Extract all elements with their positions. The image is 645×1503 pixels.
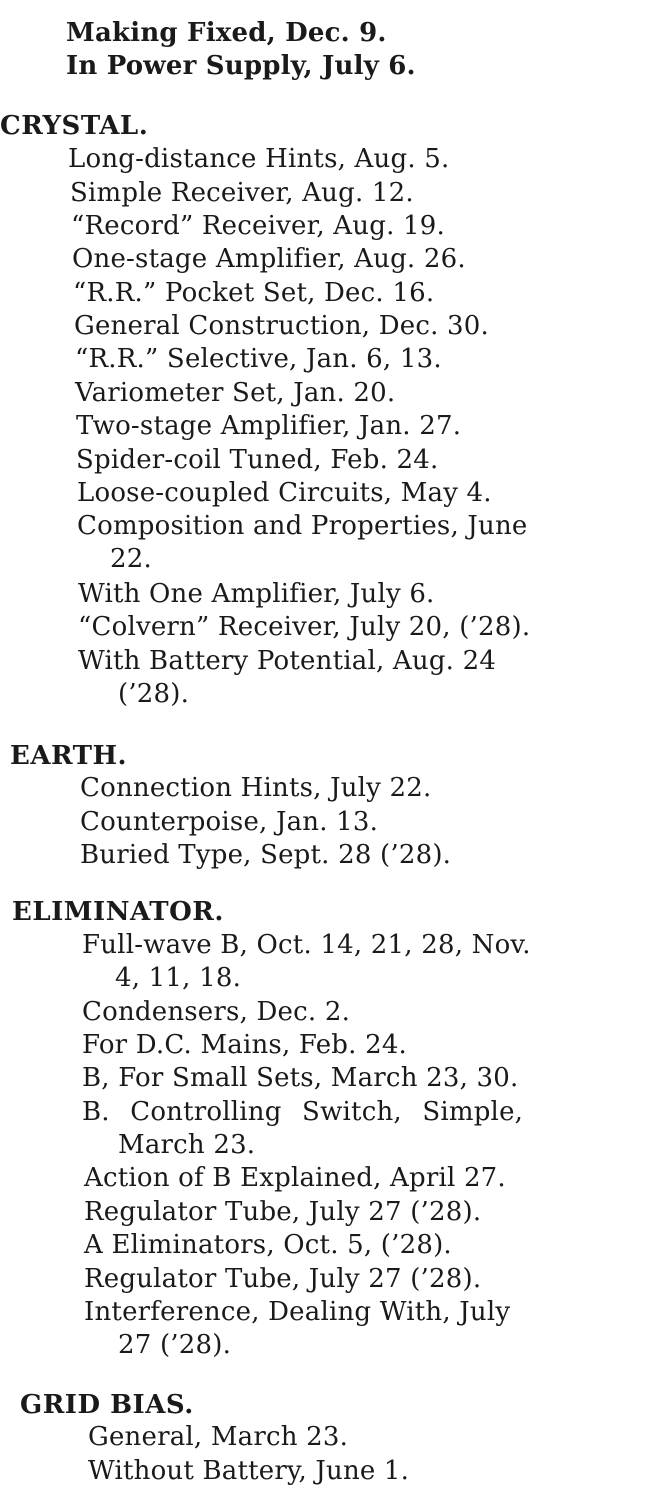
index-entry: B, For Small Sets, March 23, 30. <box>82 1063 519 1093</box>
section-heading-eliminator: ELIMINATOR. <box>12 897 224 927</box>
index-entry: (’28). <box>118 679 190 709</box>
index-entry: Regulator Tube, July 27 (’28). <box>84 1197 482 1227</box>
index-entry: “Record” Receiver, Aug. 19. <box>71 211 445 241</box>
index-entry: General, March 23. <box>88 1422 349 1452</box>
index-entry: A Eliminators, Oct. 5, (’28). <box>84 1230 452 1260</box>
index-entry: Simple Receiver, Aug. 12. <box>70 178 414 208</box>
index-entry: 27 (’28). <box>118 1330 232 1360</box>
index-entry: Condensers, Dec. 2. <box>82 997 351 1027</box>
index-entry: With One Amplifier, July 6. <box>78 579 435 609</box>
index-entry: Regulator Tube, July 27 (’28). <box>84 1264 482 1294</box>
index-entry: Two-stage Amplifier, Jan. 27. <box>76 411 462 441</box>
index-entry: General Construction, Dec. 30. <box>74 311 489 341</box>
index-entry: Counterpoise, Jan. 13. <box>80 807 379 837</box>
section-heading-grid-bias: GRID BIAS. <box>20 1390 194 1420</box>
index-entry: “R.R.” Pocket Set, Dec. 16. <box>73 278 435 308</box>
index-entry: “R.R.” Selective, Jan. 6, 13. <box>75 344 442 374</box>
index-entry: Making Fixed, Dec. 9. <box>66 18 387 48</box>
index-entry: Without Battery, June 1. <box>88 1456 410 1486</box>
index-entry: Full-wave B, Oct. 14, 21, 28, Nov. <box>82 930 531 960</box>
index-entry: 4, 11, 18. <box>115 963 242 993</box>
index-entry: Connection Hints, July 22. <box>80 773 432 803</box>
index-entry: In Power Supply, July 6. <box>66 51 416 81</box>
index-entry: Variometer Set, Jan. 20. <box>75 378 396 408</box>
index-entry: Composition and Properties, June <box>77 511 528 541</box>
section-heading-earth: EARTH. <box>10 741 128 771</box>
index-entry: “Colvern” Receiver, July 20, (’28). <box>78 612 531 642</box>
index-entry: Long-distance Hints, Aug. 5. <box>68 144 450 174</box>
index-entry: Loose-coupled Circuits, May 4. <box>77 478 492 508</box>
index-entry: Spider-coil Tuned, Feb. 24. <box>76 445 439 475</box>
section-heading-crystal: CRYSTAL. <box>0 111 149 141</box>
index-entry: Buried Type, Sept. 28 (’28). <box>80 840 452 870</box>
index-entry: Interference, Dealing With, July <box>84 1297 511 1327</box>
index-entry: With Battery Potential, Aug. 24 <box>78 646 497 676</box>
index-entry: Action of B Explained, April 27. <box>84 1163 506 1193</box>
index-entry: 22. <box>110 544 152 574</box>
index-entry: B. Controlling Switch, Simple, <box>82 1097 524 1127</box>
index-entry: For D.C. Mains, Feb. 24. <box>82 1030 408 1060</box>
index-entry: March 23. <box>118 1130 256 1160</box>
index-entry: One-stage Amplifier, Aug. 26. <box>72 244 466 274</box>
